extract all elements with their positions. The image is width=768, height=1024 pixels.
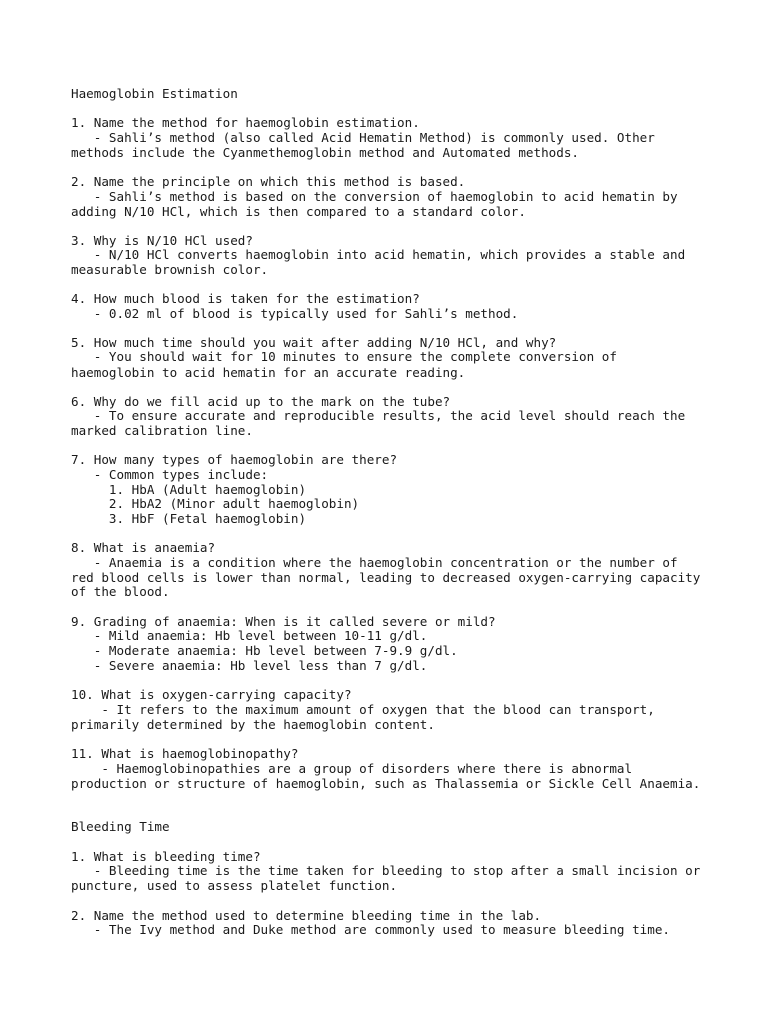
answer-1-line-2: methods include the Cyanmethemoglobin method and Automated methods. bbox=[71, 145, 579, 160]
answer-2-line-2: adding N/10 HCl, which is then compared to a standard color. bbox=[71, 204, 526, 219]
question-4: 4. How much blood is taken for the estimation? bbox=[71, 291, 420, 306]
answer-3-line-2: measurable brownish color. bbox=[71, 262, 269, 277]
section-heading-haemoglobin: Haemoglobin Estimation bbox=[71, 86, 238, 101]
answer-5-line-1: - You should wait for 10 minutes to ensure the complete conversion of bbox=[71, 349, 617, 364]
question-9: 9. Grading of anaemia: When is it called severe or mild? bbox=[71, 614, 496, 629]
answer-4-line-1: - 0.02 ml of blood is typically used for Sahli’s method. bbox=[71, 306, 519, 321]
answer-1-line-1: - Sahli’s method (also called Acid Hematin Method) is commonly used. Other bbox=[71, 130, 655, 145]
answer-8-line-1: - Anaemia is a condition where the haemoglobin concentration or the number of bbox=[71, 555, 678, 570]
question-5: 5. How much time should you wait after adding N/10 HCl, and why? bbox=[71, 335, 557, 350]
answer-10-line-2: primarily determined by the haemoglobin content. bbox=[71, 717, 435, 732]
answer-7-item-2: 2. HbA2 (Minor adult haemoglobin) bbox=[71, 496, 360, 511]
bt-question-2: 2. Name the method used to determine bleeding time in the lab. bbox=[71, 908, 542, 923]
answer-9-line-2: - Moderate anaemia: Hb level between 7-9.9 g/dl. bbox=[71, 643, 458, 658]
answer-11-line-2: production or structure of haemoglobin, such as Thalassemia or Sickle Cell Anaemia. bbox=[71, 776, 701, 791]
question-10: 10. What is oxygen-carrying capacity? bbox=[71, 687, 352, 702]
question-8: 8. What is anaemia? bbox=[71, 540, 216, 555]
question-7: 7. How many types of haemoglobin are there? bbox=[71, 452, 398, 467]
answer-6-line-2: marked calibration line. bbox=[71, 423, 253, 438]
question-3: 3. Why is N/10 HCl used? bbox=[71, 233, 253, 248]
answer-8-line-2: red blood cells is lower than normal, leading to decreased oxygen-carrying capacity bbox=[71, 570, 701, 585]
answer-6-line-1: - To ensure accurate and reproducible results, the acid level should reach the bbox=[71, 408, 686, 423]
answer-9-line-3: - Severe anaemia: Hb level less than 7 g/dl. bbox=[71, 658, 428, 673]
answer-5-line-2: haemoglobin to acid hematin for an accurate reading. bbox=[71, 365, 466, 380]
answer-11-line-1: - Haemoglobinopathies are a group of disorders where there is abnormal bbox=[71, 761, 633, 776]
answer-8-line-3: of the blood. bbox=[71, 584, 170, 599]
answer-7-item-3: 3. HbF (Fetal haemoglobin) bbox=[71, 511, 307, 526]
bt-question-1: 1. What is bleeding time? bbox=[71, 849, 261, 864]
answer-10-line-1: - It refers to the maximum amount of oxygen that the blood can transport, bbox=[71, 702, 655, 717]
question-2: 2. Name the principle on which this method is based. bbox=[71, 174, 466, 189]
bt-answer-1-line-1: - Bleeding time is the time taken for bleeding to stop after a small incision or bbox=[71, 863, 701, 878]
answer-7-item-1: 1. HbA (Adult haemoglobin) bbox=[71, 482, 307, 497]
answer-3-line-1: - N/10 HCl converts haemoglobin into acid hematin, which provides a stable and bbox=[71, 247, 686, 262]
question-1: 1. Name the method for haemoglobin estimation. bbox=[71, 115, 420, 130]
answer-2-line-1: - Sahli’s method is based on the conversion of haemoglobin to acid hematin by bbox=[71, 189, 678, 204]
section-heading-bleeding-time: Bleeding Time bbox=[71, 819, 170, 834]
answer-9-line-1: - Mild anaemia: Hb level between 10-11 g/dl. bbox=[71, 628, 428, 643]
bt-answer-1-line-2: puncture, used to assess platelet function. bbox=[71, 878, 398, 893]
bt-answer-2-line-1: - The Ivy method and Duke method are commonly used to measure bleeding time. bbox=[71, 922, 670, 937]
question-11: 11. What is haemoglobinopathy? bbox=[71, 746, 299, 761]
question-6: 6. Why do we fill acid up to the mark on the tube? bbox=[71, 394, 451, 409]
answer-7-line-1: - Common types include: bbox=[71, 467, 269, 482]
